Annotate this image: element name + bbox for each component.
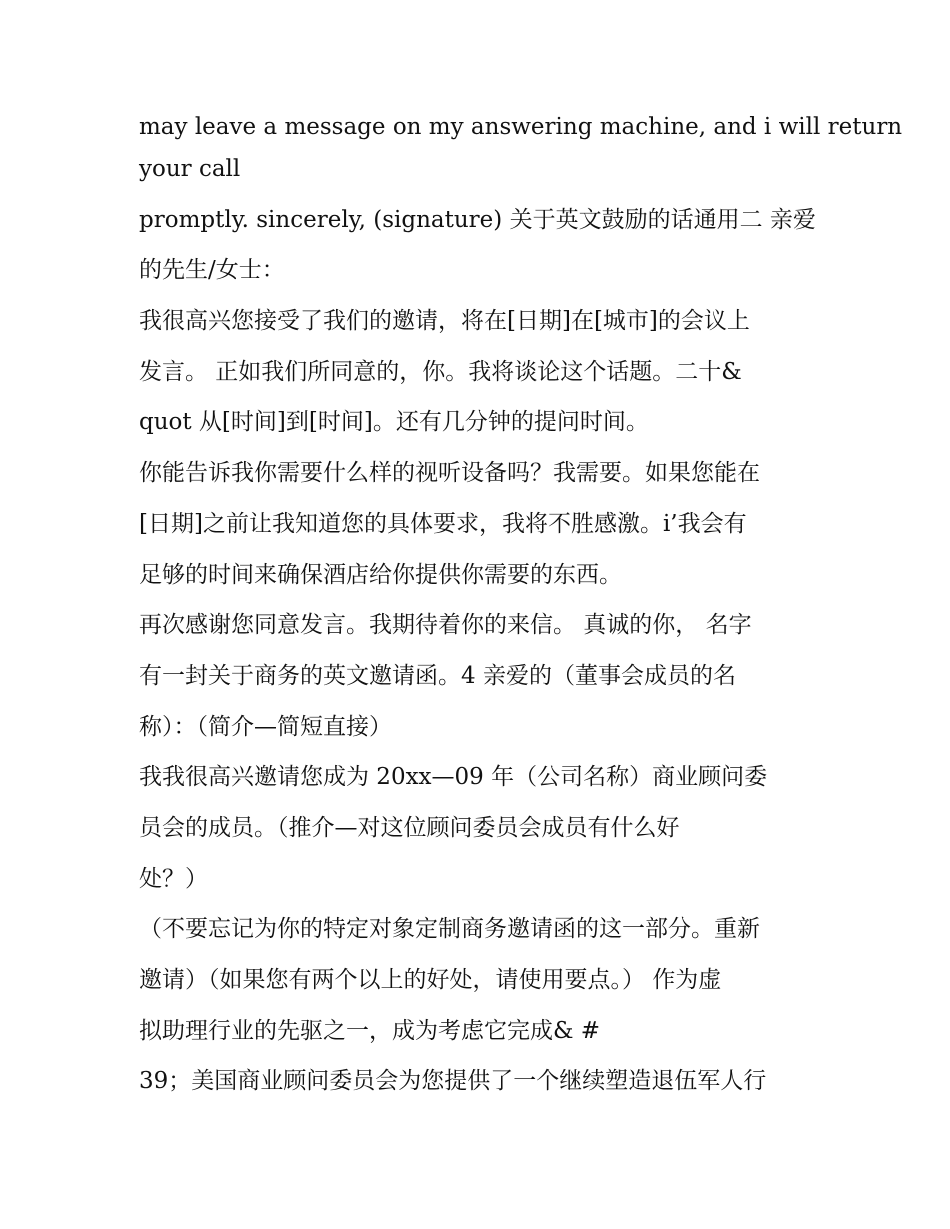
text-line: 称）：（简介—简短直接） [139,713,392,740]
text-line: 处？） [139,865,208,892]
text-line: 你能告诉我你需要什么样的视听设备吗？我需要。如果您能在 [139,460,760,487]
text-line: promptly. sincerely, (signature) 关于英文鼓励的话通用二 亲爱 [139,206,816,233]
text-line: [日期]之前让我知道您的具体要求，我将不胜感激。i’我会有 [139,510,747,537]
text-line: 拟助理行业的先驱之一，成为考虑它完成& # [139,1017,601,1044]
text-line: 39；美国商业顾问委员会为您提供了一个继续塑造退伍军人行 [139,1068,767,1095]
text-line: 有一封关于商务的英文邀请函。4 亲爱的（董事会成员的名 [139,662,736,689]
document-body [139,106,903,1111]
text-line: 再次感谢您同意发言。我期待着你的来信。 真诚的你， 名字 [139,612,752,639]
text-line: 足够的时间来确保酒店给你提供你需要的东西。 [139,561,622,588]
text-line: your call [139,156,241,182]
text-line: quot 从[时间]到[时间]。还有几分钟的提问时间。 [139,409,649,436]
text-line: 发言。 正如我们所同意的，你。我将谈论这个话题。二十& [139,358,742,385]
text-line: 邀请）（如果您有两个以上的好处，请使用要点。） 作为虚 [139,967,722,993]
text-line: 我很高兴您接受了我们的邀请，将在[日期]在[城市]的会议上 [139,308,750,335]
text-line: （不要忘记为你的特定对象定制商务邀请函的这一部分。重新 [139,916,760,943]
text-line: 员会的成员。（推介—对这位顾问委员会成员有什么好 [139,814,680,841]
text-line: 的先生/女士： [139,257,285,284]
text-line: may leave a message on my answering machine, and i will return [139,114,903,140]
text-line: 我我很高兴邀请您成为 20xx—09 年（公司名称）商业顾问委 [139,764,768,791]
